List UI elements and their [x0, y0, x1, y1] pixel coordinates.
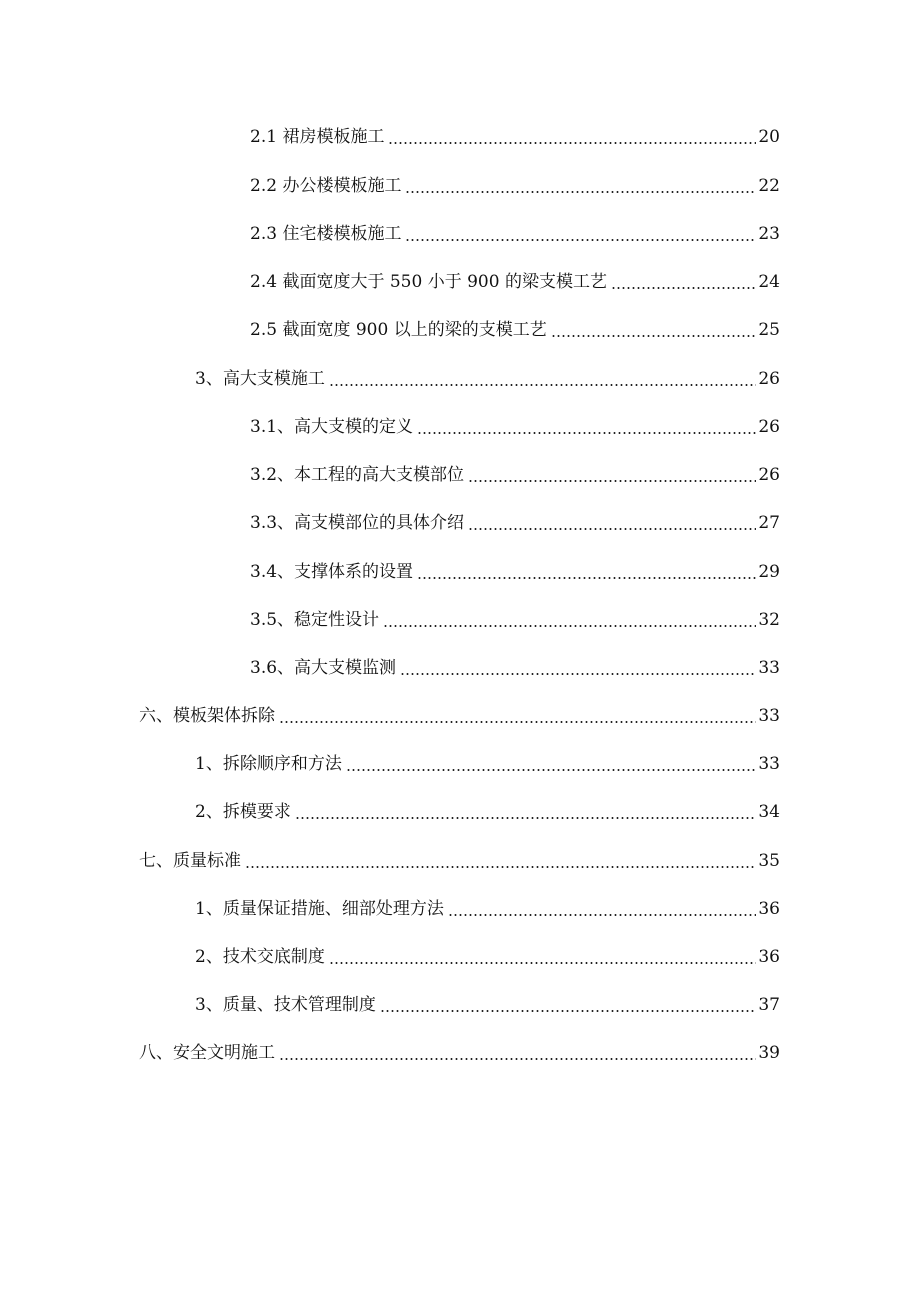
toc-entry[interactable]	[250, 413, 780, 441]
toc-entry[interactable]	[250, 558, 780, 586]
dot-leader	[551, 335, 757, 337]
toc-entry-title: 3.3、高支模部位的具体介绍	[250, 513, 465, 533]
toc-entry-page: 39	[758, 1043, 780, 1063]
toc-entry[interactable]	[195, 895, 780, 923]
toc-entry[interactable]	[139, 702, 780, 730]
toc-entry-page: 26	[758, 465, 780, 485]
dot-leader	[417, 432, 756, 434]
dot-leader	[279, 1058, 756, 1060]
toc-entry[interactable]	[250, 220, 780, 248]
dot-leader	[468, 528, 756, 530]
dot-leader	[329, 384, 757, 386]
toc-entry-title: 六、模板架体拆除	[139, 706, 275, 726]
toc-entry-title: 3.5、稳定性设计	[250, 610, 380, 630]
toc-entry-title: 1、拆除顺序和方法	[195, 754, 342, 774]
dot-leader	[405, 191, 756, 193]
dot-leader	[388, 142, 756, 144]
toc-entry-title: 3.1、高大支模的定义	[250, 417, 414, 437]
toc-entry-title: 2、拆模要求	[195, 802, 291, 822]
dot-leader	[295, 817, 757, 819]
toc-entry-title: 3.2、本工程的高大支模部位	[250, 465, 465, 485]
dot-leader	[611, 287, 756, 289]
toc-entry-title: 2、技术交底制度	[195, 947, 325, 967]
dot-leader	[468, 480, 756, 482]
toc-entry-page: 24	[758, 272, 780, 292]
dot-leader	[405, 239, 756, 241]
toc-entry[interactable]	[195, 798, 780, 826]
dot-leader	[383, 625, 756, 627]
toc-entry[interactable]	[250, 123, 780, 151]
toc-entry-title: 3.6、高大支模监测	[250, 658, 397, 678]
toc-entry-page: 36	[758, 899, 780, 919]
dot-leader	[329, 962, 757, 964]
toc-entry-page: 35	[758, 851, 780, 871]
toc-entry[interactable]	[250, 268, 780, 296]
toc-entry-page: 34	[758, 802, 780, 822]
toc-entry[interactable]	[250, 509, 780, 537]
toc-entry[interactable]	[250, 172, 780, 200]
toc-entry-page: 23	[758, 224, 780, 244]
toc-entry-page: 29	[758, 562, 780, 582]
toc-entry-page: 26	[758, 417, 780, 437]
toc-entry-page: 33	[758, 754, 780, 774]
toc-entry-title: 3、质量、技术管理制度	[195, 995, 376, 1015]
toc-entry[interactable]	[195, 365, 780, 393]
dot-leader	[346, 769, 757, 771]
dot-leader	[400, 673, 756, 675]
toc-entry-title: 七、质量标准	[139, 851, 241, 871]
toc-entry[interactable]	[250, 316, 780, 344]
dot-leader	[417, 577, 756, 579]
toc-entry-page: 36	[758, 947, 780, 967]
toc-entry-page: 27	[758, 513, 780, 533]
toc-entry[interactable]	[139, 1039, 780, 1067]
toc-entry-page: 20	[758, 127, 780, 147]
toc-entry[interactable]	[250, 461, 780, 489]
toc-entry-title: 1、质量保证措施、细部处理方法	[195, 899, 444, 919]
toc-entry-title: 2.1 裙房模板施工	[250, 127, 385, 147]
toc-entry-title: 2.2 办公楼模板施工	[250, 176, 402, 196]
toc-entry-page: 22	[758, 176, 780, 196]
toc-entry-title: 3、高大支模施工	[195, 369, 325, 389]
toc-entry-page: 33	[758, 706, 780, 726]
dot-leader	[380, 1010, 757, 1012]
toc-entry[interactable]	[195, 943, 780, 971]
toc-entry[interactable]	[139, 847, 780, 875]
toc-entry-page: 32	[758, 610, 780, 630]
toc-entry-page: 33	[758, 658, 780, 678]
toc-entry-title: 3.4、支撑体系的设置	[250, 562, 414, 582]
toc-entry[interactable]	[195, 750, 780, 778]
toc-entry-title: 2.4 截面宽度大于 550 小于 900 的梁支模工艺	[250, 272, 607, 292]
toc-entry[interactable]	[250, 606, 780, 634]
toc-entry[interactable]	[195, 991, 780, 1019]
toc-entry-page: 26	[758, 369, 780, 389]
dot-leader	[245, 866, 756, 868]
toc-entry-page: 37	[758, 995, 780, 1015]
toc-entry-title: 八、安全文明施工	[139, 1043, 275, 1063]
toc-entry-title: 2.3 住宅楼模板施工	[250, 224, 402, 244]
toc-entry[interactable]	[250, 654, 780, 682]
dot-leader	[448, 914, 757, 916]
toc-entry-page: 25	[758, 320, 780, 340]
toc-entry-title: 2.5 截面宽度 900 以上的梁的支模工艺	[250, 320, 547, 340]
dot-leader	[279, 721, 756, 723]
